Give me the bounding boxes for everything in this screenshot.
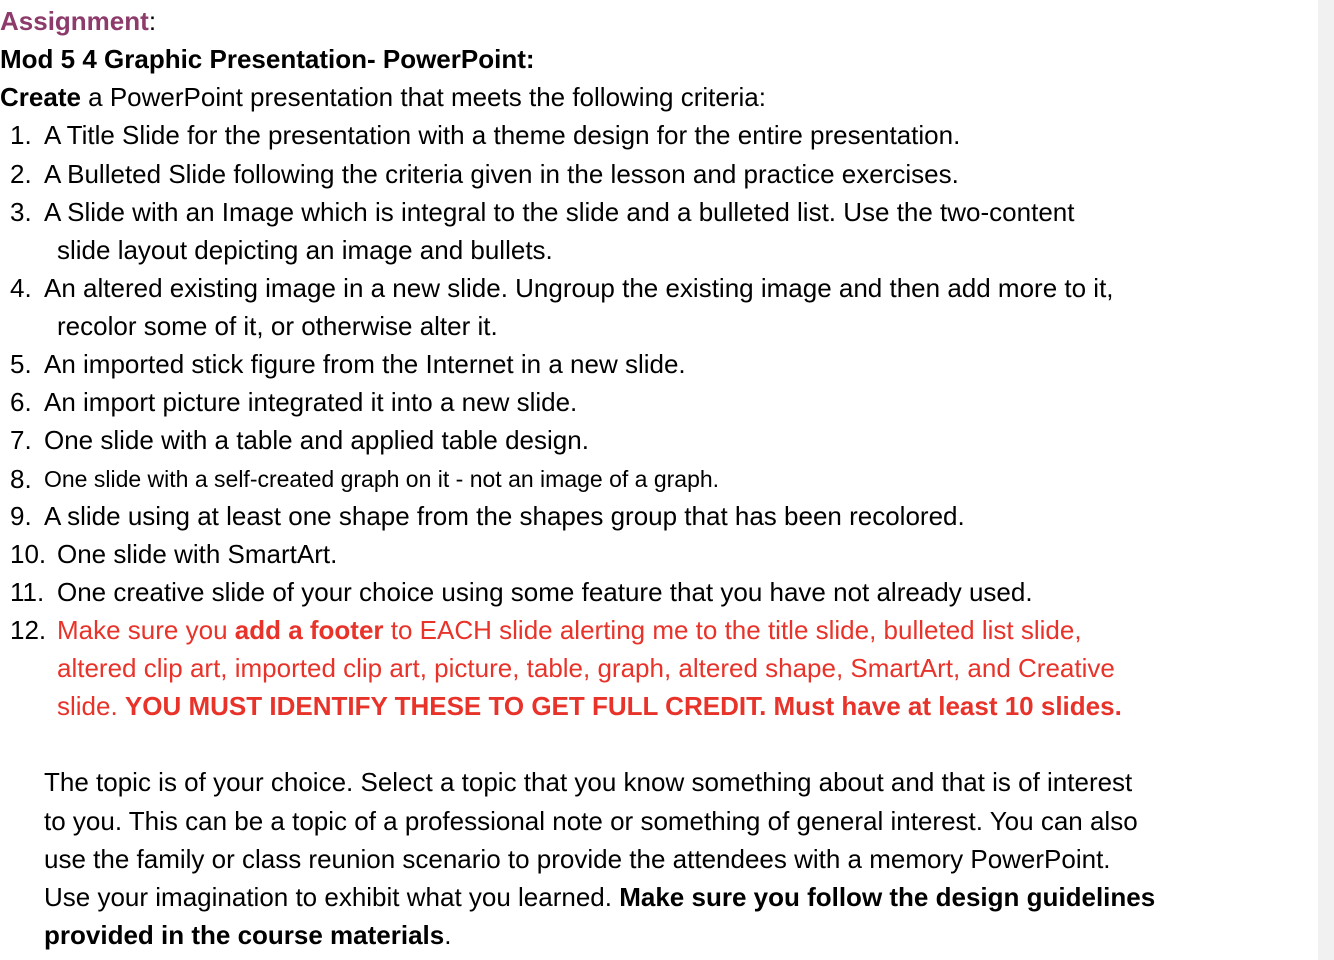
list-text: A slide using at least one shape from the shapes group that has been recolored.: [44, 501, 965, 531]
list-text: slide layout depicting an image and bullets.: [57, 235, 553, 265]
topic-line: [44, 916, 451, 954]
footer-requirement-text: [57, 611, 1082, 649]
intro-text: a PowerPoint presentation that meets the following criteria:: [80, 82, 766, 112]
list-text: One creative slide of your choice using some feature that you have not already used.: [57, 577, 1033, 607]
page-gutter: [1318, 0, 1334, 960]
topic-text: .: [444, 920, 452, 950]
footer-req-part: altered clip art, imported clip art, picture, table, graph, altered shape, SmartArt, and Creative: [57, 653, 1115, 683]
footer-req-part: slide.: [57, 691, 125, 721]
topic-line: to you. This can be a topic of a professional note or something of general interest. You can also: [44, 806, 1138, 836]
footer-req-line3: [57, 687, 1122, 725]
list-text: A Bulleted Slide following the criteria given in the lesson and practice exercises.: [44, 159, 959, 189]
assignment-heading: [0, 2, 156, 40]
footer-req-part: to EACH slide alerting me to the title slide, bulleted list slide,: [383, 615, 1082, 645]
assignment-colon: :: [148, 6, 157, 36]
list-text: One slide with a self-created graph on it - not an image of a graph.: [44, 466, 720, 492]
list-text: An imported stick figure from the Internet in a new slide.: [44, 349, 686, 379]
topic-line: The topic is of your choice. Select a topic that you know something about and that is of interest: [44, 767, 1133, 797]
list-text: One slide with SmartArt.: [57, 539, 338, 569]
list-number: 1.: [10, 120, 32, 150]
list-number: 11.: [10, 577, 45, 607]
list-number: 9.: [10, 501, 32, 531]
list-number: 12.: [10, 615, 47, 645]
topic-line: use the family or class reunion scenario to provide the attendees with a memory PowerPoint.: [44, 844, 1111, 874]
list-text: A Title Slide for the presentation with a theme design for the entire presentation.: [44, 120, 961, 150]
assignment-intro: [0, 78, 766, 116]
list-number: 8.: [10, 464, 32, 494]
design-guidelines-emphasis: provided in the course materials: [44, 920, 445, 950]
footer-req-bold: add a footer: [234, 615, 384, 645]
footer-req-part: Make sure you: [57, 615, 235, 645]
list-number: 3.: [10, 197, 32, 227]
list-number: 10.: [10, 539, 47, 569]
list-text: An altered existing image in a new slide. Ungroup the existing image and then add more to it,: [44, 273, 1114, 303]
list-number: 5.: [10, 349, 32, 379]
list-number: 4.: [10, 273, 32, 303]
list-text: An import picture integrated it into a new slide.: [44, 387, 578, 417]
list-text: One slide with a table and applied table design.: [44, 425, 589, 455]
assignment-label: Assignment: [0, 6, 149, 36]
assignment-title: Mod 5 4 Graphic Presentation- PowerPoint:: [0, 44, 535, 74]
list-text: recolor some of it, or otherwise alter it.: [57, 311, 498, 341]
list-number: 2.: [10, 159, 32, 189]
full-credit-warning: YOU MUST IDENTIFY THESE TO GET FULL CREDIT. Must have at least 10 slides.: [124, 691, 1122, 721]
list-number: 7.: [10, 425, 32, 455]
topic-line: [44, 878, 1155, 916]
list-text: A Slide with an Image which is integral to the slide and a bulleted list. Use the two-content: [44, 197, 1075, 227]
topic-text: Use your imagination to exhibit what you learned.: [44, 882, 620, 912]
list-number: 6.: [10, 387, 32, 417]
create-word: Create: [0, 82, 81, 112]
design-guidelines-emphasis: Make sure you follow the design guidelines: [619, 882, 1156, 912]
